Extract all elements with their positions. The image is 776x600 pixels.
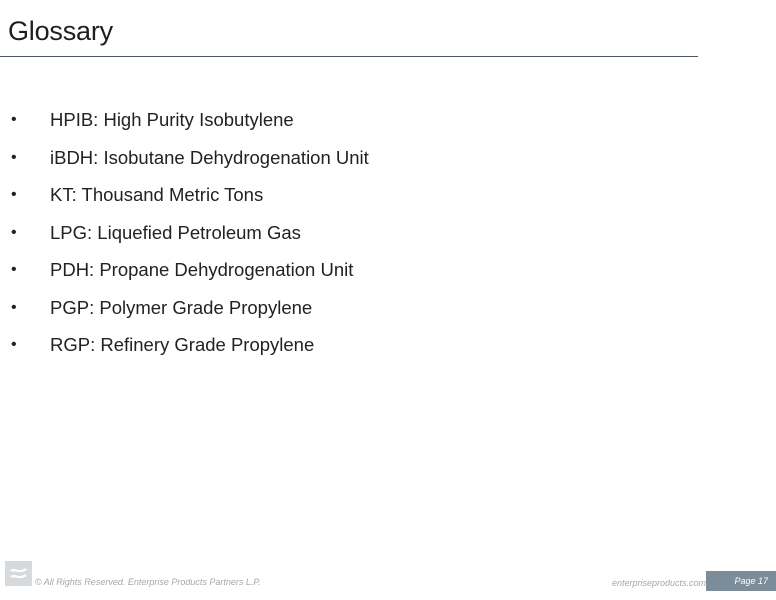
bullet-icon: • <box>11 111 17 128</box>
bullet-icon: • <box>11 298 17 316</box>
glossary-item-text: LPG: Liquefied Petroleum Gas <box>50 221 301 243</box>
glossary-item-text: iBDH: Isobutane Dehydrogenation Unit <box>50 146 369 168</box>
bullet-icon: • <box>11 223 17 241</box>
bullet-icon: • <box>11 336 17 353</box>
enterprise-logo-icon <box>5 561 32 586</box>
glossary-item-text: PGP: Polymer Grade Propylene <box>50 296 313 318</box>
page-number: Page 17 <box>734 576 768 586</box>
page-number-badge <box>706 571 776 591</box>
website-link[interactable]: enterpriseproducts.com <box>612 578 707 588</box>
copyright-text: © All Rights Reserved. Enterprise Products Partners L.P. <box>35 577 261 587</box>
bullet-icon: • <box>11 261 17 278</box>
glossary-item-text: HPIB: High Purity Isobutylene <box>50 109 294 130</box>
glossary-item-text: PDH: Propane Dehydrogenation Unit <box>50 259 354 280</box>
glossary-item-text: KT: Thousand Metric Tons <box>50 184 264 205</box>
page-title: Glossary <box>8 16 113 46</box>
title-divider <box>0 56 698 57</box>
glossary-item-text: RGP: Refinery Grade Propylene <box>50 334 315 355</box>
bullet-icon: • <box>11 186 17 203</box>
bullet-icon: • <box>11 148 17 166</box>
